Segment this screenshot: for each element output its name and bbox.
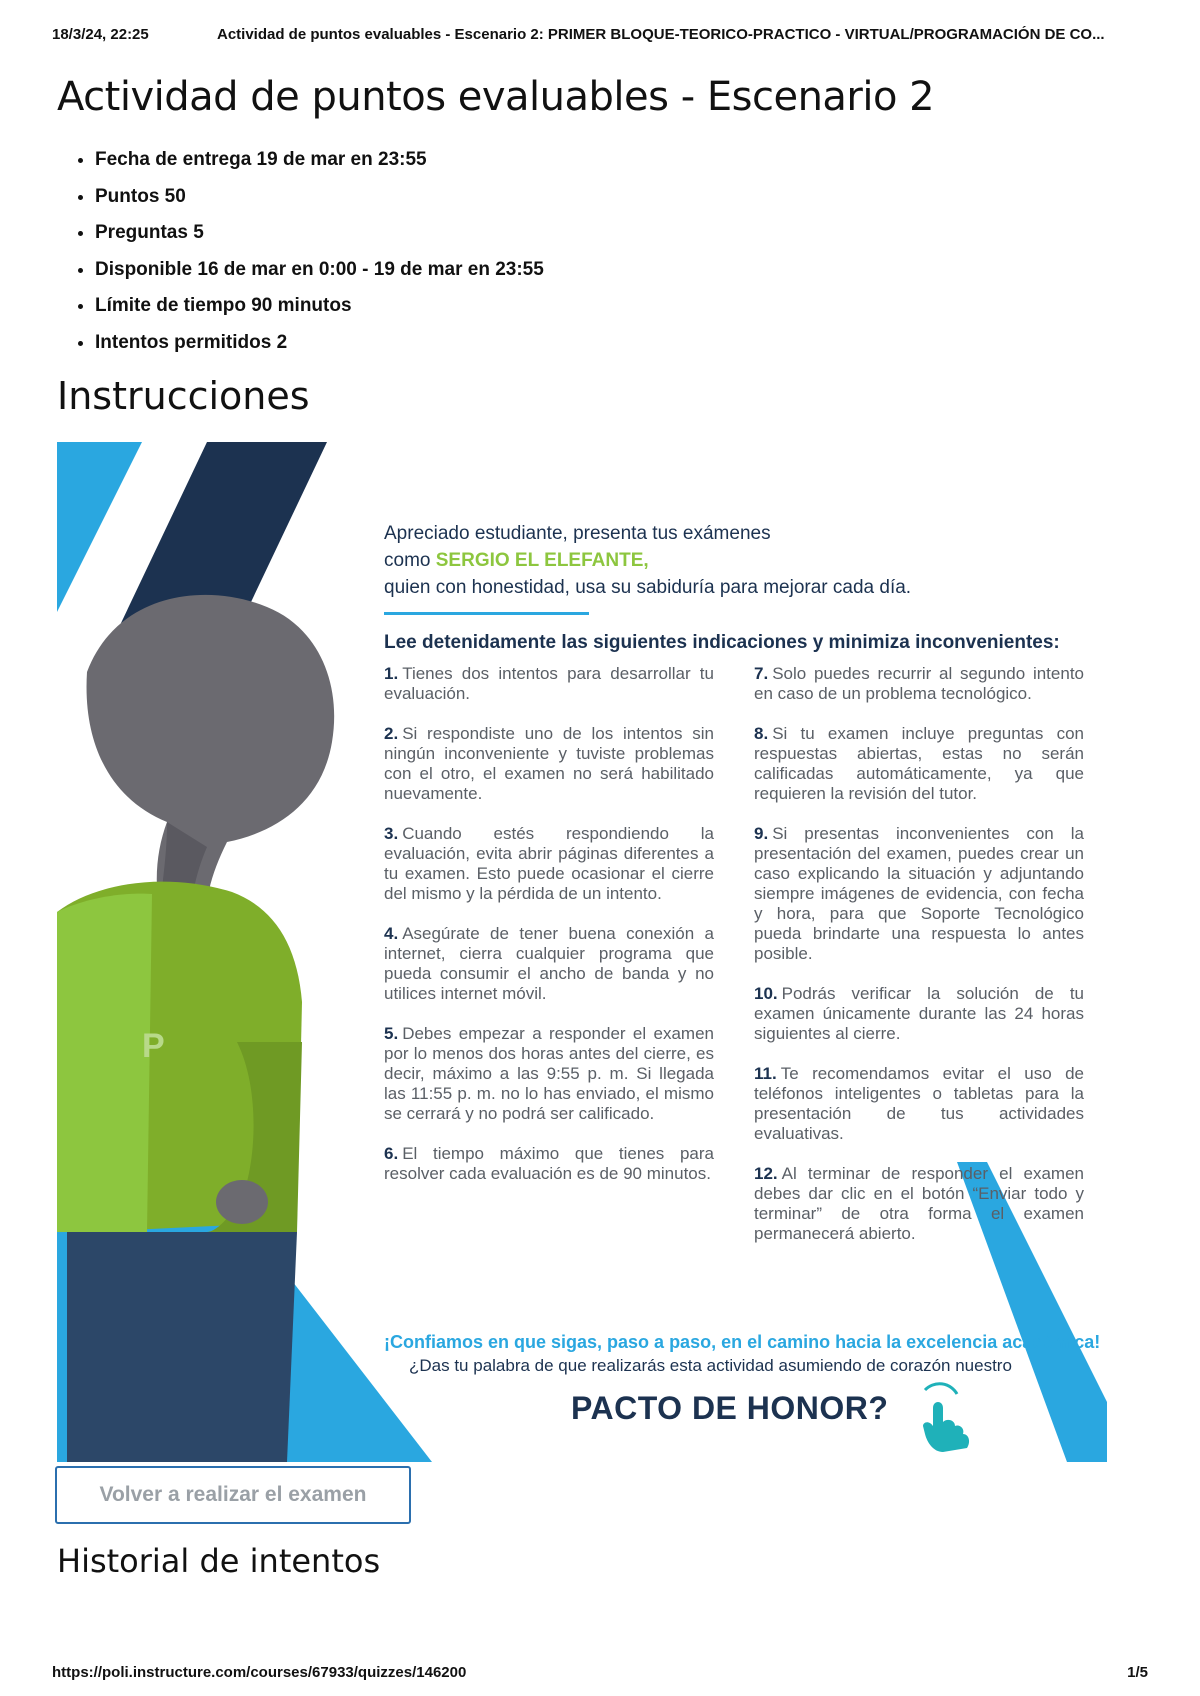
instruction-number: 6. <box>384 1144 399 1163</box>
pointing-hand-icon <box>915 1382 975 1454</box>
questions-count: • Preguntas 5 <box>95 215 544 252</box>
instructions-column-left <box>384 664 714 1204</box>
instruction-item <box>384 924 714 1004</box>
intro-message <box>384 520 911 601</box>
instruction-item <box>384 1144 714 1184</box>
instruction-text: Solo puedes recurrir al segundo intento en caso de un problema tecnológico. <box>754 664 1084 703</box>
page-number: 1/5 <box>1127 1664 1148 1681</box>
print-date: 18/3/24, 22:25 <box>52 26 149 43</box>
instruction-text: Asegúrate de tener buena conexión a internet, cierra cualquier programa que pueda consumir el ancho de banda y no utilices internet móvil. <box>384 924 714 1003</box>
instruction-number: 11. <box>754 1064 777 1083</box>
instruction-number: 9. <box>754 824 769 843</box>
attempt-history-heading: Historial de intentos <box>57 1542 381 1580</box>
print-footer <box>52 1664 1148 1681</box>
allowed-attempts: • Intentos permitidos 2 <box>95 325 544 362</box>
instruction-text: Te recomendamos evitar el uso de teléfonos inteligentes o tabletas para la presentación de tus actividades evaluativas. <box>754 1064 1084 1143</box>
cta-line-2: ¿Das tu palabra de que realizarás esta actividad asumiendo de corazón nuestro <box>409 1356 1012 1375</box>
time-limit: • Límite de tiempo 90 minutos <box>95 288 544 325</box>
instruction-text: Debes empezar a responder el examen por lo menos dos horas antes del cierre, es decir, máximo a las 9:55 p. m. Si llegada las 11:55 p. m. no lo has enviado, el mismo se cerrará y no podrá ser calificado. <box>384 1024 714 1123</box>
due-date: • Fecha de entrega 19 de mar en 23:55 <box>95 142 544 179</box>
instruction-text: Si tu examen incluye preguntas con respuestas abiertas, estas no serán calificadas automáticamente, ya que requieren la revisión del tutor. <box>754 724 1084 803</box>
instruction-text: Tienes dos intentos para desarrollar tu evaluación. <box>384 664 714 703</box>
instruction-number: 3. <box>384 824 399 843</box>
instruction-number: 1. <box>384 664 399 683</box>
print-title: Actividad de puntos evaluables - Escenario 2: PRIMER BLOQUE-TEORICO-PRACTICO - VIRTUAL/PROGRAMACIÓN DE CO... <box>217 26 1105 43</box>
instruction-item <box>384 664 714 704</box>
instruction-number: 8. <box>754 724 769 743</box>
instruction-item <box>384 1024 714 1124</box>
print-header <box>52 26 1148 46</box>
instruction-text: Podrás verificar la solución de tu examen únicamente durante las 24 horas siguientes al cierre. <box>754 984 1084 1043</box>
intro-line-2-prefix: como <box>384 550 436 571</box>
instruction-item <box>754 664 1084 704</box>
instruction-item <box>384 824 714 904</box>
instruction-item <box>754 724 1084 804</box>
instructions-banner <box>57 442 1107 1462</box>
print-url: https://poli.instructure.com/courses/67933/quizzes/146200 <box>52 1664 467 1681</box>
retake-quiz-button[interactable]: Volver a realizar el examen <box>55 1466 411 1524</box>
instruction-number: 7. <box>754 664 769 683</box>
honor-pact-title: PACTO DE HONOR? <box>571 1390 889 1426</box>
cyan-stripe-top <box>57 442 142 612</box>
instruction-number: 5. <box>384 1024 399 1043</box>
instructions-lead: Lee detenidamente las siguientes indicaciones y minimiza inconvenientes: <box>384 632 1060 653</box>
instructions-column-right <box>754 664 1084 1264</box>
intro-highlight: SERGIO EL ELEFANTE, <box>435 550 649 571</box>
instruction-number: 4. <box>384 924 399 943</box>
instruction-number: 12. <box>754 1164 778 1183</box>
page-title: Actividad de puntos evaluables - Escenario 2 <box>57 74 935 120</box>
intro-divider <box>384 612 589 615</box>
cta-line-1: ¡Confiamos en que sigas, paso a paso, en el camino hacia la excelencia académica! <box>384 1332 1101 1352</box>
quiz-details-list <box>67 142 544 361</box>
instruction-number: 2. <box>384 724 399 743</box>
instruction-item <box>754 984 1084 1044</box>
instruction-text: Al terminar de responder el examen debes dar clic en el botón “Enviar todo y terminar” de otra forma el examen permanecerá abierto. <box>754 1164 1084 1243</box>
points: • Puntos 50 <box>95 179 544 216</box>
instructions-heading: Instrucciones <box>57 374 310 418</box>
intro-line-1: Apreciado estudiante, presenta tus exámenes <box>384 523 771 544</box>
intro-line-2 <box>384 547 911 574</box>
instruction-text: Si presentas inconvenientes con la presentación del examen, puedes crear un caso explicando la situación y adjuntando siempre imágenes de evidencia, con fecha y hora, para que Soporte Tecnológico pueda brindarte una respuesta lo antes posible. <box>754 824 1084 963</box>
availability: • Disponible 16 de mar en 0:00 - 19 de mar en 23:55 <box>95 252 544 289</box>
instruction-item <box>754 824 1084 964</box>
svg-text:P: P <box>142 1027 165 1065</box>
elephant-figure <box>57 595 334 1462</box>
instruction-item <box>754 1064 1084 1144</box>
instruction-text: Si respondiste uno de los intentos sin ningún inconveniente y tuviste problemas con el otro, el examen no será habilitado nuevamente. <box>384 724 714 803</box>
instruction-item <box>754 1164 1084 1244</box>
instruction-text: Cuando estés respondiendo la evaluación, evita abrir páginas diferentes a tu examen. Esto puede ocasionar el cierre del mismo y la pérdida de un intento. <box>384 824 714 903</box>
instruction-text: El tiempo máximo que tienes para resolver cada evaluación es de 90 minutos. <box>384 1144 714 1183</box>
instruction-number: 10. <box>754 984 778 1003</box>
intro-line-3: quien con honestidad, usa su sabiduría para mejorar cada día. <box>384 577 912 598</box>
instruction-item <box>384 724 714 804</box>
